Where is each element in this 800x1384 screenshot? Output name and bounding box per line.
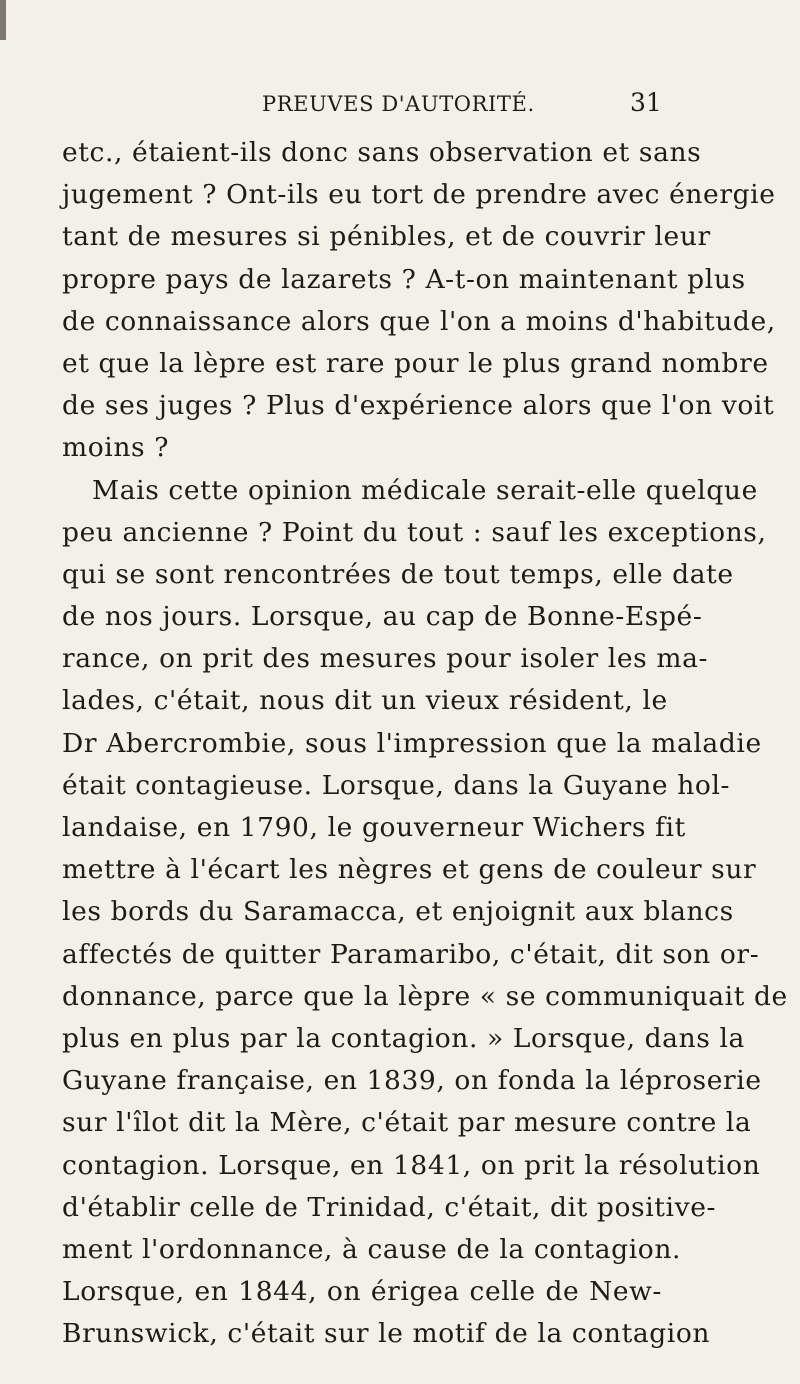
text-line: lades, c'était, nous dit un vieux résident, le <box>62 685 668 717</box>
running-header: PREUVES D'AUTORITÉ. <box>262 92 535 116</box>
text-line: plus en plus par la contagion. » Lorsque, dans la <box>62 1022 745 1054</box>
text-line: landaise, en 1790, le gouverneur Wichers fit <box>62 812 686 843</box>
text-line: propre pays de lazarets ? A-t-on maintenant plus <box>62 263 746 295</box>
text-line: était contagieuse. Lorsque, dans la Guyane hol- <box>62 769 731 801</box>
text-line: moins ? <box>62 432 170 464</box>
page-number: 31 <box>630 88 662 117</box>
text-line: tant de mesures si pénibles, et de couvrir leur <box>62 221 711 253</box>
text-line: contagion. Lorsque, en 1841, on prit la résolution <box>62 1149 761 1181</box>
text-line: et que la lèpre est rare pour le plus grand nombre <box>62 347 769 379</box>
text-line: peu ancienne ? Point du tout : sauf les exceptions, <box>62 516 767 548</box>
text-line: rance, on prit des mesures pour isoler les ma- <box>62 643 709 675</box>
text-line: affectés de quitter Paramaribo, c'était, dit son or- <box>62 938 760 970</box>
text-line: sur l'îlot dit la Mère, c'était par mesure contre la <box>62 1107 752 1139</box>
text-line: ment l'ordonnance, à cause de la contagion. <box>62 1233 682 1265</box>
text-line: Brunswick, c'était sur le motif de la contagion <box>62 1318 711 1350</box>
text-line: jugement ? Ont-ils eu tort de prendre avec énergie <box>62 179 776 211</box>
text-line: donnance, parce que la lèpre « se communiquait de <box>62 980 788 1012</box>
text-line: les bords du Saramacca, et enjoignit aux blancs <box>62 896 734 928</box>
page-edge-shadow <box>0 0 6 40</box>
body-text <box>62 132 788 1355</box>
text-line: Lorsque, en 1844, on érigea celle de New- <box>62 1276 662 1308</box>
text-line: etc., étaient-ils donc sans observation et sans <box>62 137 702 168</box>
text-line: de connaissance alors que l'on a moins d'habitude, <box>62 305 776 337</box>
text-line: de nos jours. Lorsque, au cap de Bonne-Espé- <box>62 601 703 633</box>
text-line: Mais cette opinion médicale serait-elle quelque <box>92 474 758 506</box>
text-line: d'établir celle de Trinidad, c'était, dit positive- <box>62 1191 717 1223</box>
text-line: de ses juges ? Plus d'expérience alors que l'on voit <box>62 390 775 422</box>
text-line: Guyane française, en 1839, on fonda la léproserie <box>62 1065 762 1097</box>
text-line: qui se sont rencontrées de tout temps, elle date <box>62 558 734 590</box>
text-line: mettre à l'écart les nègres et gens de couleur sur <box>62 854 757 886</box>
text-line: Dr Abercrombie, sous l'impression que la maladie <box>62 727 762 759</box>
